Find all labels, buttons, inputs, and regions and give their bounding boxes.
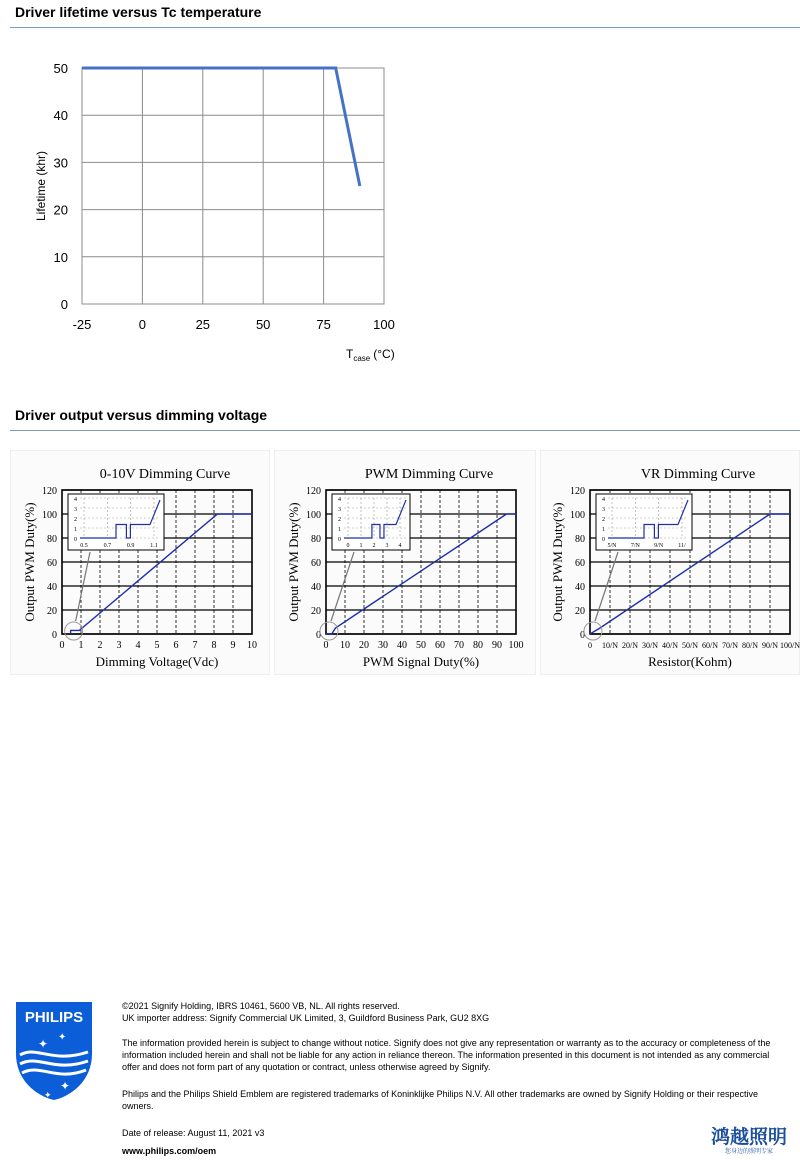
x-tick-label: 30 — [378, 640, 388, 651]
x-tick-label: 2 — [97, 640, 103, 651]
lifetime-series-line — [82, 68, 360, 186]
inset-y-tick: 3 — [602, 507, 605, 513]
dim-x-axis-label: Resistor(Kohm) — [648, 654, 732, 669]
x-tick-label: 80/N — [742, 641, 758, 650]
website-link[interactable]: www.philips.com/oem — [122, 1146, 217, 1156]
y-tick-label: 0 — [52, 630, 57, 641]
x-tick-label: 90 — [492, 640, 502, 651]
dim-x-axis-label: PWM Signal Duty(%) — [362, 654, 480, 669]
x-tick-label: 50 — [255, 317, 271, 332]
x-label-unit: (°C) — [373, 347, 395, 361]
y-tick-label: 80 — [575, 534, 585, 545]
inset-y-tick: 0 — [74, 537, 77, 543]
x-tick-label: 75 — [316, 317, 331, 332]
x-tick-label: 5 — [154, 640, 160, 651]
x-tick-label: 10/N — [602, 641, 618, 650]
lifetime-y-axis-label: Lifetime (khr) — [34, 150, 48, 222]
inset-y-tick: 3 — [338, 507, 341, 513]
y-tick-label: 60 — [47, 558, 57, 569]
x-tick-label: 100 — [373, 317, 395, 332]
inset-y-tick: 3 — [74, 507, 77, 513]
watermark-main: 鸿越照明 — [710, 1126, 787, 1148]
y-tick-label: 60 — [575, 558, 585, 569]
inset-x-tick: 5/N — [607, 543, 617, 549]
inset-x-tick: 7/N — [630, 543, 640, 549]
section-divider — [10, 27, 800, 28]
inset-y-tick: 4 — [74, 497, 77, 503]
inset-x-tick: 0 — [346, 543, 350, 549]
x-tick-label: 70/N — [722, 641, 738, 650]
dim-y-axis-label: Output PWM Duty(%) — [22, 502, 37, 622]
inset-box — [68, 494, 164, 550]
x-tick-label: 6 — [173, 640, 179, 651]
inset-x-tick: 9/N — [654, 543, 664, 549]
y-tick-label: 10 — [53, 249, 68, 265]
inset-x-tick: 0.9 — [126, 543, 135, 549]
inset-y-tick: 0 — [602, 537, 605, 543]
dim-y-axis-label: Output PWM Duty(%) — [286, 502, 301, 622]
x-tick-label: 0 — [59, 640, 65, 651]
x-tick-label: 90/N — [762, 641, 778, 650]
dim-chart-title: 0-10V Dimming Curve — [99, 467, 231, 482]
x-tick-label: 4 — [135, 640, 141, 651]
y-tick-label: 40 — [575, 582, 585, 593]
y-tick-label: 40 — [53, 108, 68, 124]
svg-text:✦: ✦ — [58, 1032, 67, 1043]
y-tick-label: 100 — [570, 510, 585, 521]
inset-y-tick: 1 — [602, 527, 605, 533]
dim-chart-title: PWM Dimming Curve — [364, 467, 494, 482]
y-tick-label: 100 — [42, 510, 57, 521]
inset-x-tick: 11/ — [678, 543, 686, 549]
inset-y-tick: 1 — [74, 527, 77, 533]
plot-frame — [82, 68, 384, 304]
dim-x-axis-label: Dimming Voltage(Vdc) — [95, 654, 219, 669]
x-tick-label: 8 — [211, 640, 217, 651]
x-label-sub: case — [353, 354, 371, 363]
y-tick-label: 80 — [47, 534, 57, 545]
x-tick-label: 0 — [323, 640, 329, 651]
x-tick-label: 30/N — [642, 641, 658, 650]
y-tick-label: 80 — [311, 534, 321, 545]
svg-text:✦: ✦ — [38, 1037, 49, 1051]
x-tick-label: 7 — [192, 640, 198, 651]
y-tick-label: 0 — [316, 630, 321, 641]
x-tick-label: 9 — [230, 640, 236, 651]
x-tick-label: 0 — [138, 317, 147, 332]
y-tick-label: 60 — [311, 558, 321, 569]
inset-y-tick: 2 — [602, 517, 605, 523]
y-tick-label: 120 — [306, 486, 321, 497]
release-date: Date of release: August 11, 2021 v3 — [122, 1128, 265, 1138]
inset-y-tick: 2 — [74, 517, 77, 523]
y-tick-label: 100 — [306, 510, 321, 521]
x-tick-label: 50 — [416, 640, 426, 651]
y-tick-label: 50 — [53, 61, 68, 76]
dimming-chart-0-10v — [10, 450, 270, 675]
y-tick-label: 30 — [53, 155, 68, 171]
inset-x-tick: 0.7 — [103, 543, 112, 549]
x-tick-label: 60/N — [702, 641, 718, 650]
svg-text:✦: ✦ — [44, 1090, 52, 1100]
inset-y-tick: 0 — [338, 537, 341, 543]
y-tick-label: 40 — [47, 582, 57, 593]
dimming-chart-pwm — [274, 450, 536, 675]
dim-chart-title: VR Dimming Curve — [640, 467, 756, 482]
y-tick-label: 40 — [311, 582, 321, 593]
x-tick-label: 20 — [359, 640, 369, 651]
inset-y-tick: 2 — [338, 517, 341, 523]
dim-y-axis-label: Output PWM Duty(%) — [550, 502, 565, 622]
trademark-text: Philips and the Philips Shield Emblem are registered trademarks of Koninklijke Philips N.V. All other trademarks are owned by Signify Holding or their respective owners. — [122, 1089, 758, 1111]
y-tick-label: 20 — [311, 606, 321, 617]
x-tick-label: 100/N — [780, 641, 800, 650]
x-tick-label: 1 — [78, 640, 84, 651]
y-tick-label: 120 — [570, 486, 585, 497]
x-tick-label: 50/N — [682, 641, 698, 650]
dimming-section-title: Driver output versus dimming voltage — [15, 407, 268, 423]
y-tick-label: 20 — [47, 606, 57, 617]
watermark-sub: 您身边的照明专家 — [724, 1148, 773, 1155]
inset-y-tick: 1 — [338, 527, 341, 533]
dimming-chart-vr — [540, 450, 800, 675]
y-tick-label: 0 — [580, 630, 585, 641]
inset-x-tick: 4 — [398, 543, 402, 549]
inset-x-tick: 1.1 — [150, 543, 158, 549]
inset-y-tick: 4 — [602, 497, 605, 503]
philips-wordmark: PHILIPS — [24, 1009, 84, 1026]
x-tick-label: -25 — [72, 317, 92, 332]
lifetime-chart — [0, 30, 420, 370]
inset-y-tick: 4 — [338, 497, 341, 503]
x-label-main: T — [346, 347, 354, 361]
x-tick-label: 40/N — [662, 641, 678, 650]
x-tick-label: 60 — [435, 640, 445, 651]
x-tick-label: 80 — [473, 640, 483, 651]
inset-x-tick: 2 — [372, 543, 376, 549]
x-tick-label: 10 — [340, 640, 350, 651]
x-tick-label: 0 — [588, 641, 592, 650]
x-tick-label: 40 — [397, 640, 407, 651]
x-tick-label: 20/N — [622, 641, 638, 650]
x-tick-label: 100 — [508, 640, 524, 651]
y-tick-label: 120 — [42, 486, 57, 497]
inset-x-tick: 0.5 — [80, 543, 88, 549]
y-tick-label: 0 — [60, 297, 68, 312]
inset-box — [332, 494, 410, 550]
disclaimer-text: The information provided herein is subject to change without notice. Signify does not give any representation or warranty as to the accuracy or completeness of the information included herein and shall not be liable for any action in reliance thereon. The information presented in this document is not intended as any commercial offer and does not form part of any quotation or contract, unless otherwise agreed by Signify. — [122, 1038, 771, 1072]
inset-box — [596, 494, 692, 550]
lifetime-x-axis-label — [346, 347, 395, 363]
y-tick-label: 20 — [53, 202, 68, 218]
watermark — [703, 1126, 795, 1156]
svg-text:✦: ✦ — [60, 1079, 71, 1093]
importer-address: UK importer address: Signify Commercial UK Limited, 3, Guildford Business Park, GU2 8XG — [122, 1013, 490, 1023]
x-tick-label: 70 — [454, 640, 464, 651]
copyright-text: ©2021 Signify Holding, IBRS 10461, 5600 VB, NL. All rights reserved. — [122, 1001, 400, 1011]
x-tick-label: 3 — [116, 640, 122, 651]
inset-x-tick: 3 — [385, 543, 389, 549]
x-tick-label: 10 — [247, 640, 257, 651]
x-tick-label: 25 — [195, 317, 211, 332]
section-divider — [10, 430, 800, 431]
lifetime-section-title: Driver lifetime versus Tc temperature — [15, 4, 262, 20]
philips-shield-logo — [12, 1000, 96, 1102]
inset-x-tick: 1 — [359, 543, 363, 549]
y-tick-label: 20 — [575, 606, 585, 617]
